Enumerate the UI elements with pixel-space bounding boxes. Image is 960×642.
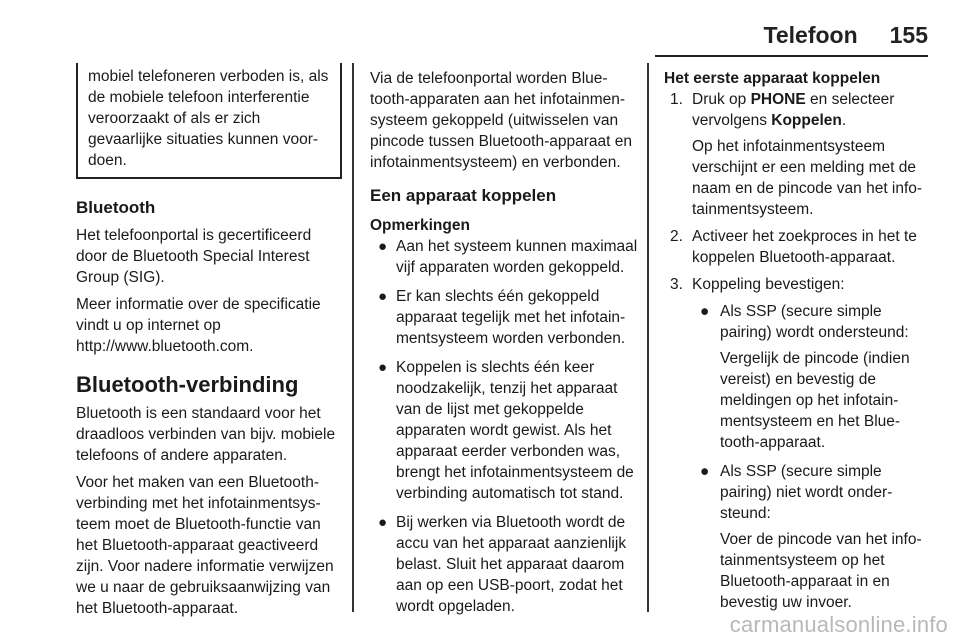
step-1: 1. Druk op PHONE en selecteer vervolgens Koppelen. Op het infotainmentsysteem verschijnt er een melding met de naam en de pincode van het infotainmentsysteem. (664, 89, 930, 220)
list-item: ● Koppelen is slechts één keer noodzakelijk, tenzij het apparaat van de lijst met gekoppelde apparaten wordt gewist. Als het apparaat eerder verbonden was, brengt het infotainmentsysteem de verbinding automatisch tot stand. (378, 359, 634, 502)
list-item: ● Aan het systeem kunnen maximaal vijf apparaten worden gekoppeld. (378, 238, 638, 276)
step-2: 2. Activeer het zoekproces in het te koppelen Bluetooth-apparaat. (670, 228, 917, 266)
notes-list (370, 236, 638, 617)
list-item: ● Bij werken via Bluetooth wordt de accu van het apparaat aanzienlijk belast. Sluit het apparaat daarom aan op een USB-poort, zodat het wordt opgeladen. (378, 514, 627, 615)
verbinding-paragraph-2: Voor het maken van een Bluetooth-verbinding met het infotainmentsysteem moet de Bluetooth-functie van het Bluetooth-apparaat geactiveerd zijn. Voor nadere informatie verwijzen we u naar de gebruiksaanwijzing van het Bluetooth-apparaat. (76, 474, 334, 617)
bluetooth-paragraph-2: Meer informatie over de specificatie vindt u op internet op http://www.bluetooth.com. (76, 296, 321, 355)
bluetooth-paragraph-1: Het telefoonportal is gecertificeerd door de Bluetooth Special Interest Group (SIG). (76, 227, 312, 286)
bluetooth-heading: Bluetooth (76, 198, 156, 217)
column-divider-2 (647, 63, 649, 612)
portal-intro: Via de telefoonportal worden Bluetooth-apparaten aan het infotainmensysteem gekoppeld (uitwisselen van pincode tussen Bluetooth-apparaat en infotainmentsysteem) en verbonden. (370, 70, 632, 171)
bullet-icon: ● (700, 303, 710, 320)
notes-heading: Opmerkingen (370, 217, 470, 234)
bullet-icon: ● (378, 238, 388, 255)
list-item: ● Er kan slechts één gekoppeld apparaat tegelijk met het infotainmentsysteem worden verbonden. (378, 288, 626, 347)
page-number: 155 (889, 22, 928, 48)
verbinding-paragraph-1: Bluetooth is een standaard voor het draadloos verbinden van bijv. mobiele telefoons of andere apparaten. (76, 405, 336, 464)
first-device-heading: Het eerste apparaat koppelen (664, 70, 881, 87)
koppelen-key: Koppelen (771, 112, 842, 129)
right-column (664, 68, 930, 621)
column-divider-1 (352, 63, 354, 612)
step-1-detail: Op het infotainmentsysteem verschijnt er een melding met de naam en de pincode van het infotainmentsysteem. (692, 138, 923, 218)
list-item: ● Als SSP (secure simple pairing) niet wordt ondersteund: Voer de pincode van het infotainmentsysteem op het Bluetooth-apparaat in en bevestig uw invoer. (700, 463, 922, 611)
bullet-icon: ● (700, 463, 710, 480)
bullet-icon: ● (378, 514, 388, 531)
left-column (76, 68, 342, 625)
middle-column (370, 68, 638, 625)
warning-box-text: mobiel telefoneren verboden is, als de mobiele telefoon interferentie veroorzaakt of als er zich gevaarlijke situaties kunnen voordoen. (88, 68, 329, 169)
header-rule (655, 55, 928, 57)
verbinding-heading: Bluetooth-verbinding (76, 372, 299, 397)
page-title: Telefoon (763, 22, 858, 48)
watermark: carmanualsonline.info (729, 612, 948, 637)
bullet-icon: ● (378, 359, 388, 376)
bullet-icon: ● (378, 288, 388, 305)
koppelen-heading: Een apparaat koppelen (370, 186, 557, 205)
list-item: ● Als SSP (secure simple pairing) wordt ondersteund: Vergelijk de pincode (indien vereist) en bevestig de meldingen op het infotainmentsysteem en het Bluetooth-apparaat. (700, 303, 910, 451)
steps-list (664, 89, 930, 613)
step-3: 3. Koppeling bevestigen: ● Als SSP (secure simple pairing) wordt ondersteund: Vergelijk de pincode (indien vereist) en bevestig de meldingen op het infotainmentsysteem en het Bluetooth-apparaat. ● Als SSP (secure simple pairing) niet wordt ondersteund: Voer de pincode van het infotainmentsysteem op het Bluetooth-apparaat in en bevestig uw invoer. (664, 274, 930, 613)
warning-box (76, 63, 342, 179)
ssp-options (692, 301, 930, 613)
phone-key: PHONE (750, 91, 806, 108)
